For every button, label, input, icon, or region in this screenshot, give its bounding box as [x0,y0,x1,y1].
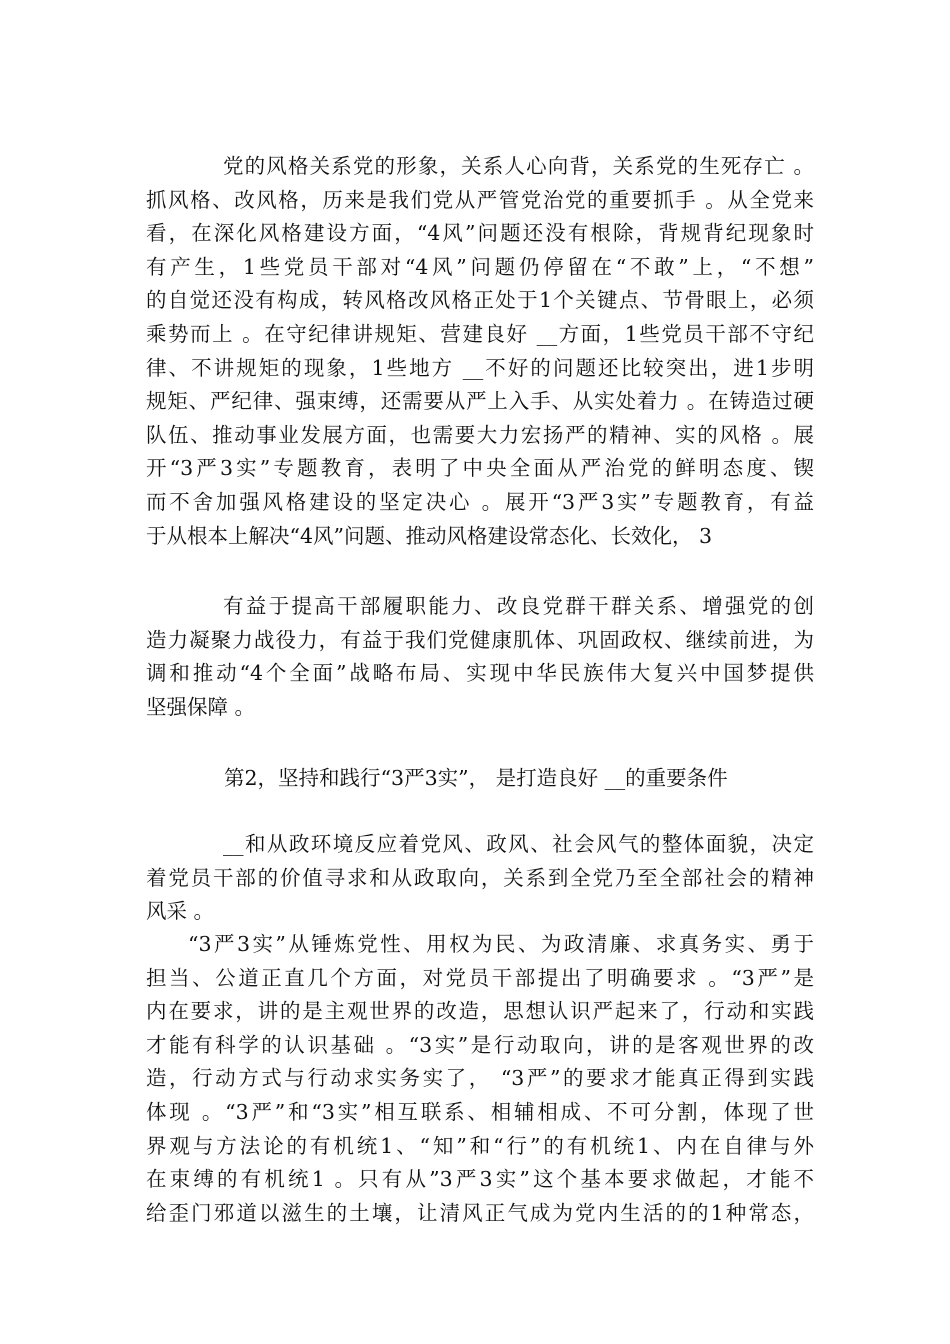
text-line: 给歪门邪道以滋生的土壤，让清风正气成为党内生活的的1种常态， [146,1200,814,1225]
text-line: 着党员干部的价值寻求和从政取向，关系到全党乃至全部社会的精神 [146,865,814,890]
text-line: 才能有科学的认识基础 。“3实”是行动取向，讲的是客观世界的改 [146,1032,814,1057]
text-line: 造，行动方式与行动求实务实了， “3严”的要求才能真正得到实践 [146,1066,814,1091]
text-line: 有益于提高干部履职能力、改良党群干群关系、增强党的创 [223,594,814,618]
text-line: 界观与方法论的有机统1、“知”和“行”的有机统1、内在自律与外 [146,1133,814,1158]
text-line: 而不舍加强风格建设的坚定决心 。展开“3严3实”专题教育，有益 [146,489,814,514]
text-line: 在束缚的有机统1 。只有从”3严3实”这个基本要求做起，才能不 [146,1167,814,1192]
text-line: 乘势而上 。在守纪律讲规矩、营建良好 __方面，1些党员干部不守纪 [146,321,814,346]
text-line: 坚强保障 。 [146,694,256,719]
paragraph-1 [146,150,814,553]
text-line: 看，在深化风格建设方面，“4风”问题还没有根除，背规背纪现象时 [146,221,814,246]
text-line: 抓风格、改风格，历来是我们党从严管党治党的重要抓手 。从全党来 [146,187,814,212]
text-line: “3严3实”从锤炼党性、用权为民、为政清廉、求真务实、勇于 [188,932,814,956]
paragraph-2 [146,590,814,724]
paragraph-4 [146,928,814,1230]
text-line: 律、不讲规矩的现象，1些地方 __不好的问题还比较突出，进1步明 [146,355,814,380]
text-line: 队伍、推动事业发展方面，也需要大力宏扬严的精神、实的风格 。展 [146,422,814,447]
text-line: 造力凝聚力战役力，有益于我们党健康肌体、巩固政权、继续前进，为 [146,627,814,652]
text-line: __和从政环境反应着党风、政风、社会风气的整体面貌，决定 [223,832,814,856]
text-line: 风采 。 [146,899,215,924]
text-line: 开“3严3实”专题教育，表明了中央全面从严治党的鲜明态度、锲 [146,456,814,481]
text-line: 体现 。“3严”和“3实”相互联系、相辅相成、不可分割，体现了世 [146,1099,814,1124]
text-line: 调和推动“4个全面”战略布局、实现中华民族伟大复兴中国梦提供 [146,661,814,686]
text-line: 党的风格关系党的形象，关系人心向背，关系党的生死存亡 。 [223,154,814,178]
paragraph-3 [146,828,814,929]
section-heading: 第2，坚持和践行“3严3实”， 是打造良好 __的重要条件 [224,766,728,790]
text-line: 于从根本上解决“4风”问题、推动风格建设常态化、长效化， 3 [146,523,713,548]
text-line: 担当、公道正直几个方面，对党员干部提出了明确要求 。“3严”是 [146,965,814,990]
text-line: 内在要求，讲的是主观世界的改造，思想认识严起来了，行动和实践 [146,999,814,1024]
text-line: 有产生，1些党员干部对“4风”问题仍停留在“不敢”上，“不想” [146,254,814,279]
text-line: 规矩、严纪律、强束缚，还需要从严上入手、从实处着力 。在铸造过硬 [146,389,814,414]
text-line: 的自觉还没有构成，转风格改风格正处于1个关键点、节骨眼上，必须 [146,288,814,313]
